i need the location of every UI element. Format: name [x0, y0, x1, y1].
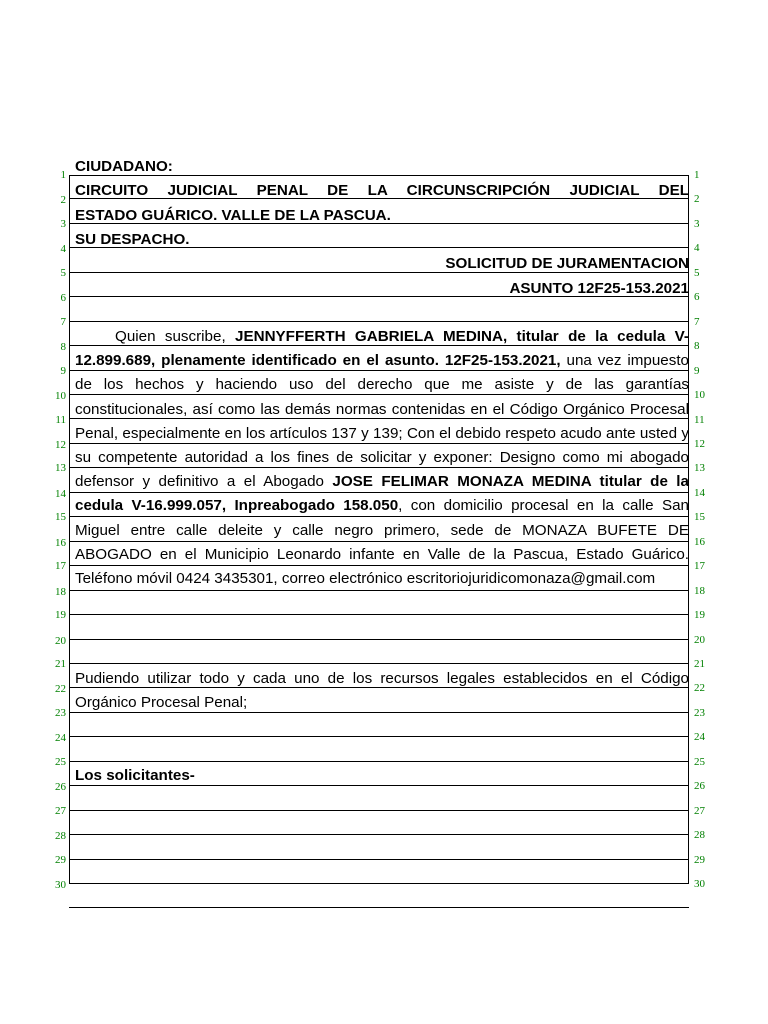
line-number-left: 27: [55, 804, 66, 817]
line-number-left: 20: [55, 634, 66, 647]
line-number-right: 2: [694, 193, 700, 206]
line-number-right: 6: [694, 291, 700, 304]
line-number-left: 13: [55, 462, 66, 475]
line-number-right: 19: [694, 609, 705, 622]
ruled-line: [69, 737, 689, 761]
court-line-2: ESTADO GUÁRICO. VALLE DE LA PASCUA.: [75, 207, 391, 224]
line-number-left: 8: [60, 341, 66, 354]
ruled-line: [69, 811, 689, 835]
ruled-line: [69, 591, 689, 615]
p1-lawyer-bold: JOSE FELIMAR MONAZA MEDINA titular de la cedula V-16.999.057, Inpreabogado 158.050: [75, 473, 689, 515]
line-number-right: 25: [694, 755, 705, 768]
line-number-right: 7: [694, 315, 700, 328]
line-number-left: 14: [55, 487, 66, 500]
left-margin-rule: [69, 175, 70, 884]
line-number-left: 4: [60, 243, 66, 256]
line-number-left: 5: [60, 266, 66, 279]
ruled-line: [69, 786, 689, 810]
court-line-3: SU DESPACHO.: [75, 231, 190, 248]
line-number-left: 12: [55, 438, 66, 451]
line-number-left: 3: [60, 217, 66, 230]
body-paragraph-2: Pudiendo utilizar todo y cada uno de los recursos legales establecidos en el Código Orgánico Procesal Penal;: [75, 670, 689, 712]
line-number-left: 23: [55, 706, 66, 719]
line-number-left: 28: [55, 830, 66, 843]
court-line-1: CIRCUITO JUDICIAL PENAL DE LA CIRCUNSCRIPCIÓN JUDICIAL DEL: [75, 182, 689, 199]
line-number-left: 17: [55, 560, 66, 573]
line-number-left: 19: [55, 609, 66, 622]
line-number-left: 15: [55, 511, 66, 524]
ruled-line: [69, 884, 689, 908]
line-number-left: 21: [55, 658, 66, 670]
line-number-left: 10: [55, 390, 66, 403]
ruled-line: [69, 615, 689, 639]
line-number-right: 15: [694, 511, 705, 524]
line-number-left: 24: [55, 732, 66, 745]
ruled-line: [69, 860, 689, 884]
signature-label: Los solicitantes-: [75, 767, 195, 784]
body-paragraph-1: [75, 325, 689, 591]
line-number-right: 20: [694, 633, 705, 646]
line-number-right: 26: [694, 780, 705, 793]
line-number-left: 30: [55, 879, 66, 892]
addressee-label: CIUDADANO:: [75, 158, 173, 175]
line-number-left: 2: [60, 194, 66, 207]
line-number-right: 10: [694, 389, 705, 402]
line-number-left: 29: [55, 853, 66, 866]
p1-text-2: , con domicilio procesal en la calle San Miguel entre calle deleite y calle negro primero, sede de MONAZA BUFETE DE ABOGADO en el Municipio Leonardo infante en Valle de la Pascua, Estado Guárico. Teléfono móvil 0424 3435301, correo electrónico escritoriojuridicomonaza@gmail.com: [75, 497, 689, 588]
p1-requester-bold: JENNYFFERTH GABRIELA MEDINA, titular de la cedula V-12.899.689, plenamente identificado en el asunto. 12F25-153.2021,: [75, 328, 689, 370]
line-number-left: 25: [55, 755, 66, 768]
line-number-left: 9: [60, 364, 66, 377]
line-number-right: 4: [694, 242, 700, 255]
line-number-right: 5: [694, 266, 700, 279]
line-number-left: 1: [60, 169, 66, 181]
line-number-left: 16: [55, 536, 66, 549]
line-number-right: 14: [694, 486, 705, 499]
line-number-left: 18: [55, 585, 66, 598]
document-title: SOLICITUD DE JURAMENTACION: [445, 255, 689, 272]
ruled-line: [69, 835, 689, 859]
line-number-right: 29: [694, 853, 705, 866]
line-number-right: 9: [694, 364, 700, 377]
line-number-left: 22: [55, 683, 66, 696]
ruled-line: [69, 713, 689, 737]
line-number-left: 7: [60, 315, 66, 328]
line-number-right: 22: [694, 682, 705, 695]
line-number-right: 16: [694, 535, 705, 548]
line-number-left: 26: [55, 781, 66, 794]
line-number-right: 1: [694, 169, 700, 181]
line-number-right: 21: [694, 658, 705, 670]
line-number-right: 28: [694, 829, 705, 842]
line-number-right: 8: [694, 340, 700, 353]
line-number-right: 17: [694, 560, 705, 573]
line-number-right: 18: [694, 584, 705, 597]
line-number-left: 6: [60, 292, 66, 305]
case-number: ASUNTO 12F25-153.2021: [509, 280, 689, 297]
line-number-left: 11: [55, 413, 66, 426]
line-number-right: 3: [694, 217, 700, 230]
line-number-right: 23: [694, 706, 705, 719]
ruled-line: [69, 640, 689, 664]
line-number-right: 27: [694, 804, 705, 817]
line-number-right: 11: [694, 413, 705, 426]
line-number-right: 30: [694, 878, 705, 891]
p1-intro: Quien suscribe,: [115, 328, 236, 345]
line-number-right: 24: [694, 731, 705, 744]
line-number-right: 13: [694, 462, 705, 475]
p1-text-1: una vez impuesto de los hechos y haciendo uso del derecho que me asiste y de las garantías constitucionales, así como las demás normas contenidas en el Código Orgánico Procesal Penal, especialmente en los artículos 137 y 139; Con el debido respeto acudo ante usted y su competente autoridad a los fines de solicitar y exponer: Designo como mi abogado defensor y definitivo a el Abogado: [75, 352, 689, 491]
line-number-right: 12: [694, 437, 705, 450]
